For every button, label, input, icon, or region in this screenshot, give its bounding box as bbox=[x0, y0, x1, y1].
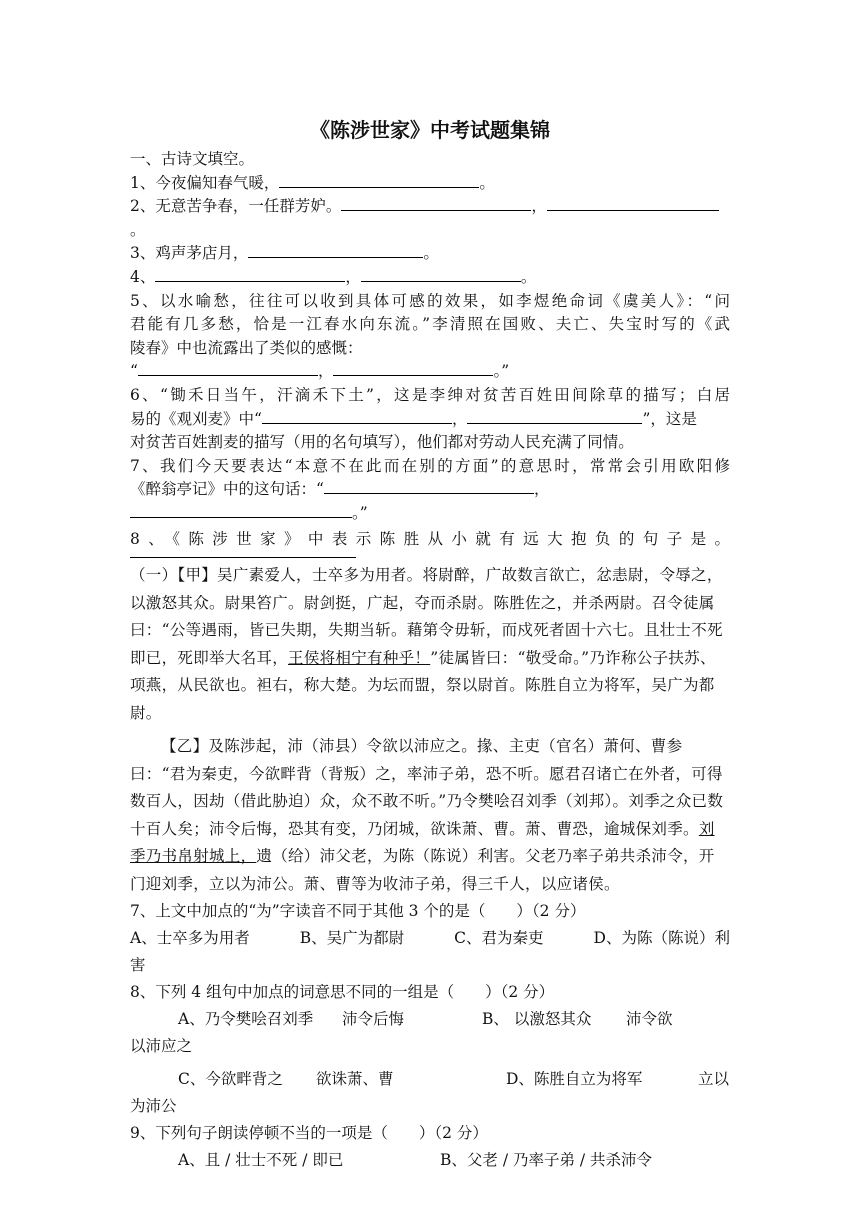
option-c[interactable]: C、今欲畔背之 bbox=[178, 1070, 283, 1089]
question-9b-stem: 9、下列句子朗读停顿不当的一项是（ ）（2 分） bbox=[130, 1124, 488, 1143]
page-title: 《陈涉世家》中考试题集锦 bbox=[310, 118, 550, 142]
section-heading: 一、古诗文填空。 bbox=[130, 150, 255, 168]
answer-blank[interactable] bbox=[467, 408, 642, 424]
question-7b-stem: 7、上文中加点的“为”字读音不同于其他 3 个的是（ ）（2 分） bbox=[130, 902, 586, 921]
option-a[interactable]: A、士卒多为用者 bbox=[130, 929, 250, 948]
question-5-line3: 陵春》中也流露出了类似的感慨： bbox=[130, 338, 363, 357]
underlined-sentence: 王侯将相宁有种乎！ bbox=[288, 648, 431, 667]
option-a[interactable]: A、乃令樊哙召刘季 bbox=[178, 1010, 314, 1029]
answer-blank[interactable] bbox=[155, 266, 345, 282]
question-4: 4、 ， 。 bbox=[130, 267, 537, 286]
question-8b-stem: 8、下列 4 组句中加点的词意思不同的一组是（ ）（2 分） bbox=[130, 983, 555, 1002]
answer-blank[interactable] bbox=[333, 360, 493, 376]
option-d-second: 立以 bbox=[698, 1070, 730, 1089]
answer-blank[interactable] bbox=[130, 502, 352, 518]
question-8b-options-cd bbox=[130, 1066, 730, 1093]
question-6-line1: 6、“锄禾日当午，汗滴禾下土”，这是李绅对贫苦百姓田间除草的描写；白居 bbox=[130, 385, 730, 404]
answer-blank[interactable] bbox=[324, 478, 534, 494]
option-b[interactable]: B、吴广为都尉 bbox=[299, 929, 405, 948]
option-a[interactable]: A、且 / 壮士不死 / 即已 bbox=[178, 1151, 344, 1170]
option-d[interactable]: D、为陈（陈说）利 bbox=[593, 929, 730, 948]
question-8b-options-ab bbox=[130, 1006, 730, 1033]
answer-blank[interactable] bbox=[248, 242, 423, 258]
document-body bbox=[130, 148, 730, 1174]
question-7b-options-cont: 害 bbox=[130, 956, 146, 975]
passage-yi bbox=[130, 733, 730, 898]
question-7-line3: 。” bbox=[130, 502, 730, 526]
passage-jia bbox=[130, 562, 730, 727]
question-5-line4: “ ， 。” bbox=[130, 362, 510, 381]
answer-blank[interactable] bbox=[279, 172, 479, 188]
question-3: 3、鸡声茅店月， 。 bbox=[130, 244, 439, 263]
option-c-second: 欲诛萧、曹 bbox=[316, 1070, 394, 1089]
option-d[interactable]: D、陈胜自立为将军 bbox=[506, 1070, 643, 1089]
answer-blank[interactable] bbox=[130, 551, 356, 558]
option-b-second: 沛令欲 bbox=[626, 1010, 673, 1029]
question-5-line1: 5、以水喻愁，往往可以收到具体可感的效果，如李煜绝命词《虞美人》：“问 bbox=[130, 291, 730, 310]
question-7-line2: 《醉翁亭记》中的这句话：“ ， bbox=[130, 480, 550, 499]
question-6-line2: 易的《观刈麦》中“ ， ”，这是 bbox=[130, 409, 697, 428]
question-7-line1: 7、我们今天要表达“本意不在此而在别的方面”的意思时，常常会引用欧阳修 bbox=[130, 456, 730, 475]
question-7b-options bbox=[130, 925, 730, 952]
passage-yi-text: 【乙】及陈涉起，沛（沛县）令欲以沛应之。掾、主吏（官名）萧何、曹参曰：“君为秦吏，今欲畔背（背叛）之，率沛子弟，恐不听。愿君召诸亡在外者，可得数百人，因劫（借此胁迫）众，众不敢不听。”乃令樊哙召刘季（刘邦）。刘季之众已数十百人矣；沛令后悔，恐其有变，乃闭城，欲诛萧、曹。萧、曹恐，逾城保刘季。刘季乃书帛射城上，遗（给）沛父老，为陈（陈说）利害。父老乃率子弟共杀沛令，开门迎刘季，立以为沛公。萧、曹等为收沛子弟，得三千人，以应诸侯。 bbox=[130, 737, 724, 893]
questions-section-2 bbox=[130, 898, 730, 1174]
question-6-line3: 对贫苦百姓割麦的描写（用的名句填写），他们都对劳动人民充满了同情。 bbox=[130, 433, 634, 452]
question-8b-options-cd-cont: 为沛公 bbox=[130, 1097, 177, 1116]
option-a-second: 沛令后悔 bbox=[342, 1010, 405, 1029]
option-b[interactable]: B、父老 / 乃率子弟 / 共杀沛令 bbox=[440, 1151, 653, 1170]
option-b[interactable]: B、 以激怒其众 bbox=[482, 1010, 592, 1029]
question-5-line2: 君能有几多愁，恰是一江春水向东流。”李清照在国败、夫亡、失宝时写的《武 bbox=[130, 315, 730, 334]
option-c[interactable]: C、君为秦吏 bbox=[454, 929, 544, 948]
question-2: 2、无意苦争春，一任群芳妒。 ，。 bbox=[130, 195, 730, 242]
answer-blank[interactable] bbox=[138, 360, 318, 376]
answer-blank[interactable] bbox=[547, 195, 719, 211]
answer-blank[interactable] bbox=[341, 195, 531, 211]
passage-jia-text: （一）【甲】吴广素爱人，士卒多为用者。将尉醉，广故数言欲亡，忿恚尉，令辱之，以激怒其众。尉果笞广。尉剑挺，广起，夺而杀尉。陈胜佐之，并杀两尉。召令徒属曰：“公等遇雨，皆已失期，失期当斩。藉第令毋斩，而戍死者固十六七。且壮士不死即已，死即举大名耳，王侯将相宁有种乎！”徒属皆曰：“敬受命。”乃诈称公子扶苏、项燕，从民欲也。袒右，称大楚。为坛而盟，祭以尉首。陈胜自立为将军，吴广为都尉。 bbox=[130, 566, 723, 722]
underlined-sentence: 刘季乃书帛射城上， bbox=[130, 819, 715, 866]
question-9b-options bbox=[130, 1147, 730, 1174]
question-8: 8、《陈涉世家》中表示陈胜从小就有远大抱负的句子是。 bbox=[130, 529, 730, 548]
answer-blank[interactable] bbox=[361, 266, 521, 282]
question-8b-options-ab-cont: 以沛应之 bbox=[130, 1037, 193, 1056]
question-1: 1、今夜偏知春气暖， 。 bbox=[130, 173, 495, 192]
answer-blank[interactable] bbox=[262, 408, 452, 424]
